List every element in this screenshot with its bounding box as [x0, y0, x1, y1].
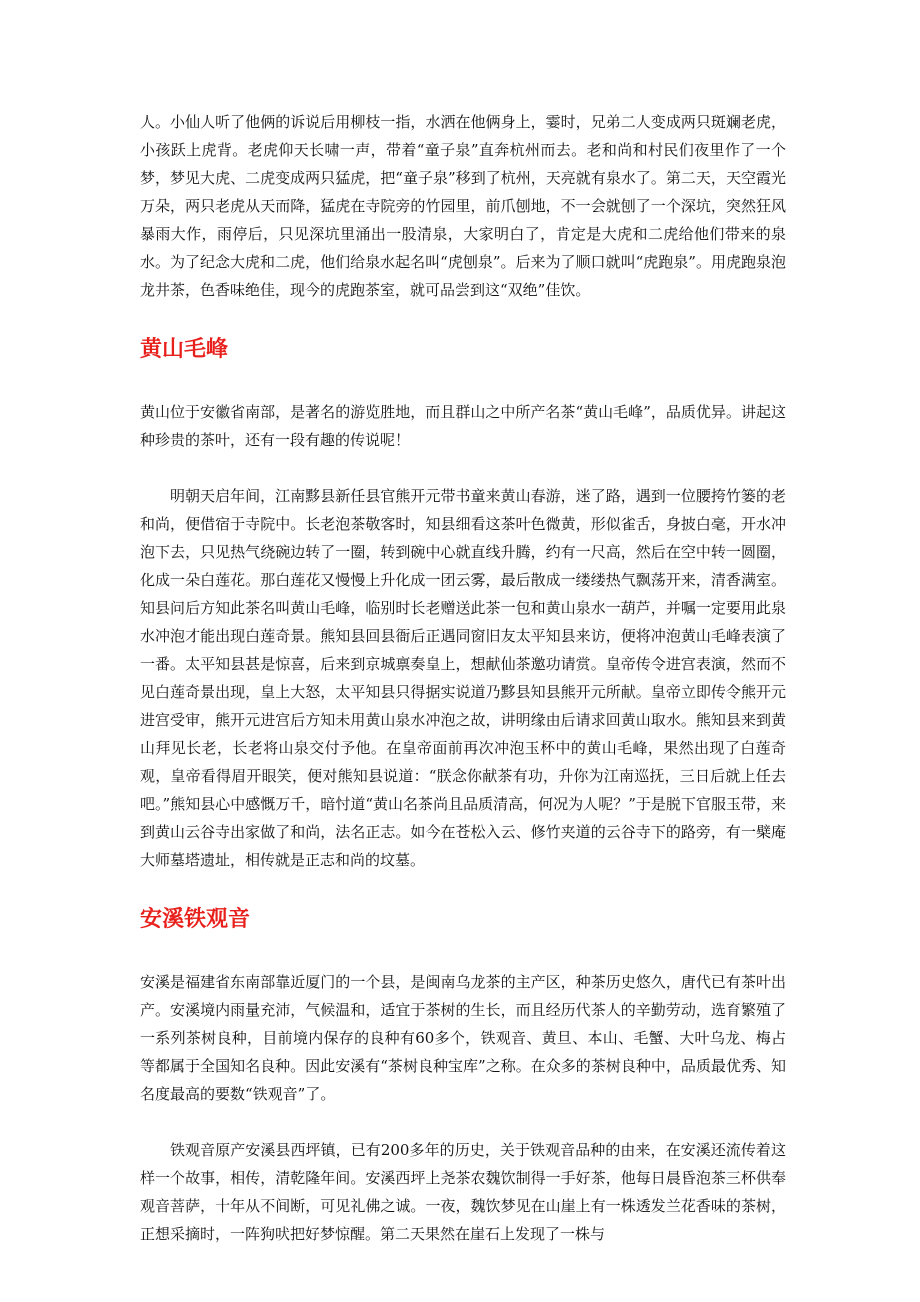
anxi-paragraph-1: 安溪是福建省东南部靠近厦门的一个县，是闽南乌龙茶的主产区，种茶历史悠久，唐代已有茶叶出产。安溪境内雨量充沛，气候温和，适宜于茶树的生长，而且经历代茶人的辛勤劳动，选育繁殖了一系列茶树良种，目前境内保存的良种有60多个，铁观音、黄旦、本山、毛蟹、大叶乌龙、梅占等都属于全国知名良种。因此安溪有“茶树良种宝库”之称。在众多的茶树良种中，品质最优秀、知名度最高的要数“铁观音”了。	[140, 973, 786, 1103]
section-heading-anxi-tieguanyin: 安溪铁观音	[140, 907, 251, 932]
huangshan-paragraph-1: 黄山位于安徽省南部，是著名的游览胜地，而且群山之中所产名茶“黄山毛峰”，品质优异。讲起这种珍贵的茶叶，还有一段有趣的传说呢！	[140, 403, 786, 449]
huangshan-paragraph-2: 明朝天启年间，江南黟县新任县官熊开元带书童来黄山春游，迷了路，遇到一位腰挎竹篓的老和尚，便借宿于寺院中。长老泡茶敬客时，知县细看这茶叶色微黄，形似雀舌，身披白毫，开水冲泡下去，只见热气绕碗边转了一圈，转到碗中心就直线升腾，约有一尺高，然后在空中转一圆圈，化成一朵白莲花。那白莲花又慢慢上升化成一团云雾，最后散成一缕缕热气飘荡开来，清香满室。知县问后方知此茶名叫黄山毛峰，临别时长老赠送此茶一包和黄山泉水一葫芦，并嘱一定要用此泉水冲泡才能出现白莲奇景。熊知县回县衙后正遇同窗旧友太平知县来访，便将冲泡黄山毛峰表演了一番。太平知县甚是惊喜，后来到京城禀奏皇上，想献仙茶邀功请赏。皇帝传令进宫表演，然而不见白莲奇景出现，皇上大怒，太平知县只得据实说道乃黟县知县熊开元所献。皇帝立即传令熊开元进宫受审，熊开元进宫后方知未用黄山泉水冲泡之故，讲明缘由后请求回黄山取水。熊知县来到黄山拜见长老，长老将山泉交付予他。在皇帝面前再次冲泡玉杯中的黄山毛峰，果然出现了白莲奇观，皇帝看得眉开眼笑，便对熊知县说道：“朕念你献茶有功，升你为江南巡抚，三日后就上任去吧。”熊知县心中感慨万千，暗忖道“黄山名茶尚且品质清高，何况为人呢？”于是脱下官服玉带，来到黄山云谷寺出家做了和尚，法名正志。如今在苍松入云、修竹夹道的云谷寺下的路旁，有一檗庵大师墓塔遗址，相传就是正志和尚的坟墓。	[140, 487, 786, 869]
document-page	[140, 108, 786, 1248]
section-heading-huangshan-maofeng: 黄山毛峰	[140, 337, 229, 362]
anxi-paragraph-2: 铁观音原产安溪县西坪镇，已有200多年的历史，关于铁观音品种的由来，在安溪还流传着这样一个故事，相传，清乾隆年间。安溪西坪上尧茶农魏饮制得一手好茶，他每日晨昏泡茶三杯供奉观音菩萨，十年从不间断，可见礼佛之诚。一夜，魏饮梦见在山崖上有一株透发兰花香味的茶树，正想采摘时，一阵狗吠把好梦惊醒。第二天果然在崖石上发现了一株与	[140, 1141, 786, 1243]
intro-paragraph: 人。小仙人听了他俩的诉说后用柳枝一指，水洒在他俩身上，霎时，兄弟二人变成两只斑斓老虎，小孩跃上虎背。老虎仰天长啸一声，带着“童子泉”直奔杭州而去。老和尚和村民们夜里作了一个梦，梦见大虎、二虎变成两只猛虎，把“童子泉”移到了杭州，天亮就有泉水了。第二天，天空霞光万朵，两只老虎从天而降，猛虎在寺院旁的竹园里，前爪刨地，不一会就刨了一个深坑，突然狂风暴雨大作，雨停后，只见深坑里涌出一股清泉，大家明白了，肯定是大虎和二虎给他们带来的泉水。为了纪念大虎和二虎，他们给泉水起名叫“虎刨泉”。后来为了顺口就叫“虎跑泉”。用虎跑泉泡龙井茶，色香味绝佳，现今的虎跑茶室，就可品尝到这“双绝”佳饮。	[140, 113, 786, 299]
